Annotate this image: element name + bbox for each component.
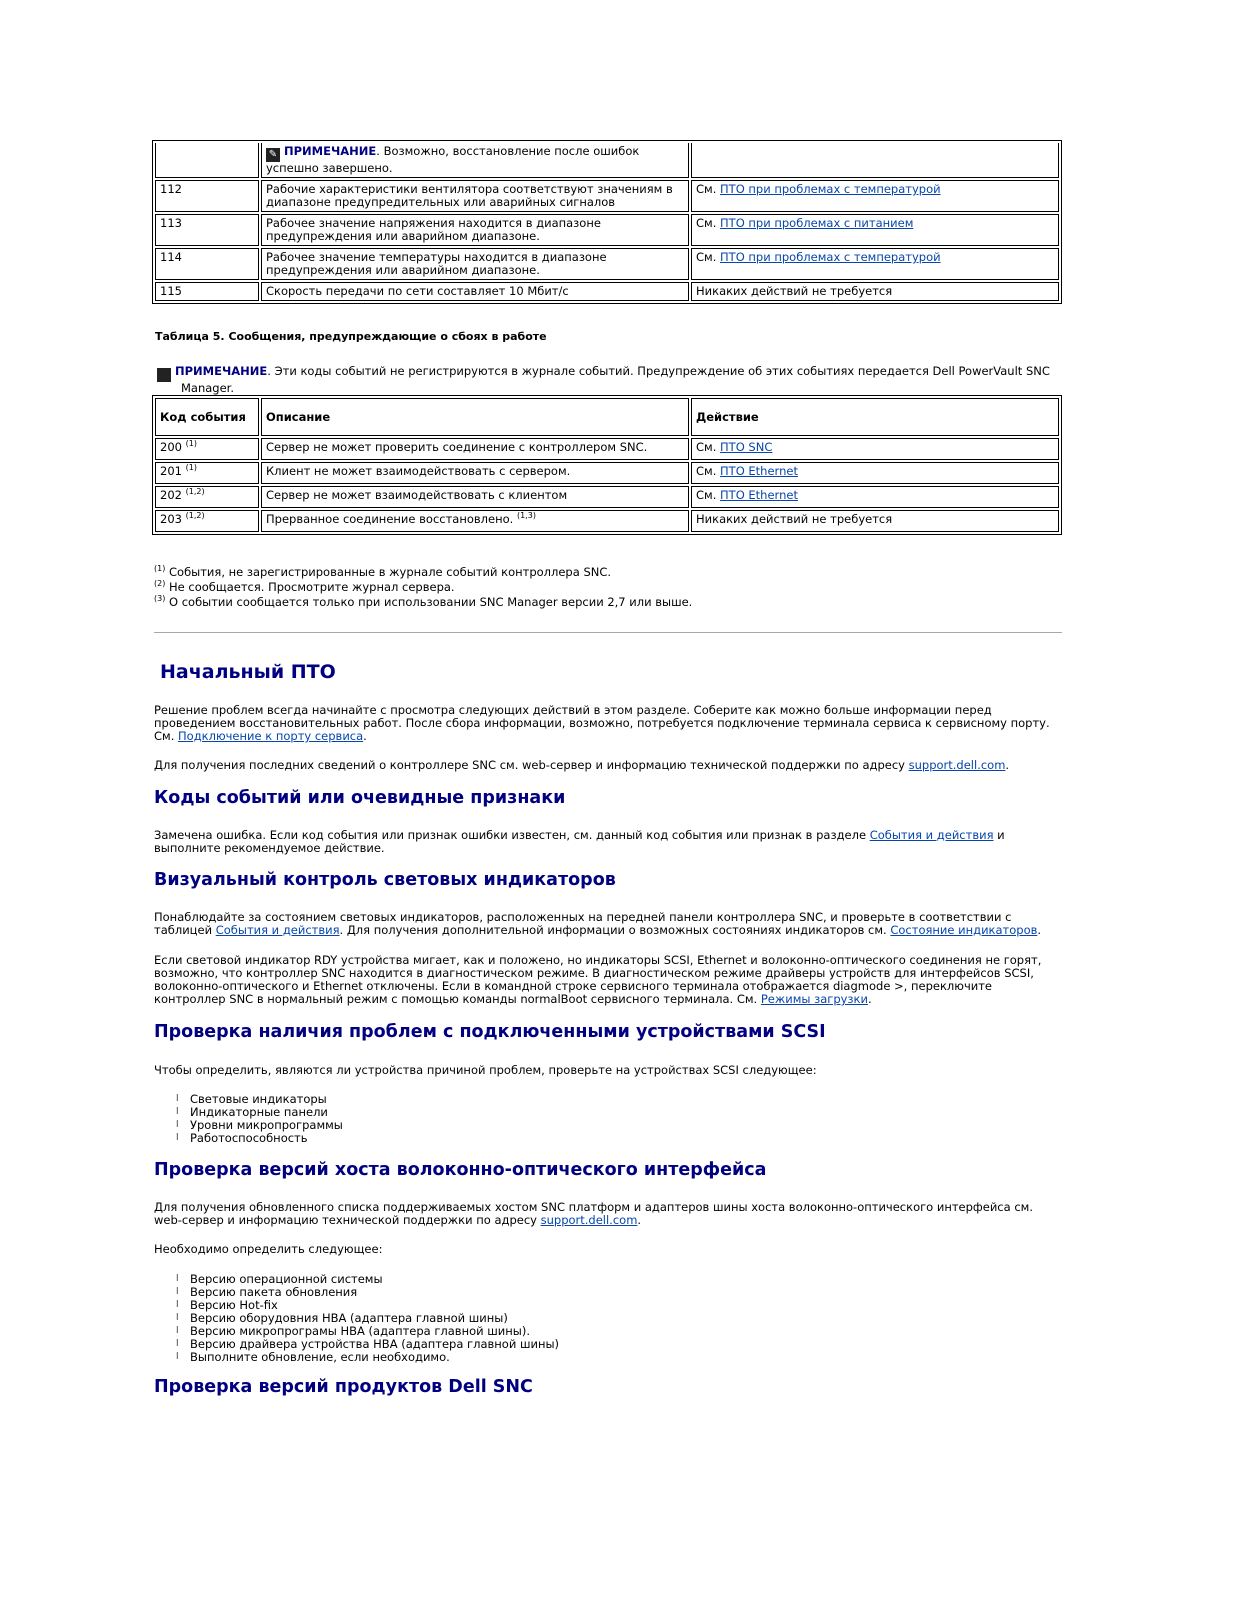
table-row: 113 Рабочее значение напряжения находится в диапазоне предупреждения или аварийном диапазоне. См. ПТО при проблемах с питанием	[155, 214, 1059, 246]
table-row: 203 $^{(1,2)}$ Прерванное соединение восстановлено. $^{(1,3)}$ Никаких действий не требуется	[155, 510, 1059, 532]
scsi-paragraph: Чтобы определить, являются ли устройства причиной проблем, проверьте на устройствах SCSI следующее:	[154, 1063, 817, 1077]
link-snc-troubleshoot[interactable]: ПТО SNC	[720, 440, 773, 454]
section-divider	[154, 632, 1062, 633]
section-title-scsi: Проверка наличия проблем с подключенными устройствами SCSI	[154, 1022, 826, 1042]
table-row: 115 Скорость передачи по сети составляет 10 Мбит/с Никаких действий не требуется	[155, 282, 1059, 301]
scsi-check-list	[154, 1093, 343, 1145]
col-header: Действие	[691, 398, 1059, 436]
table-note: ✎ ПРИМЕЧАНИЕ. Эти коды событий не регистрируются в журнале событий. Предупреждение об этих событиях передается Dell PowerVault SNC Manager.	[147, 364, 1050, 395]
list-item: l Версию драйвера устройства HBA (адаптера главной шины)	[154, 1338, 559, 1351]
list-item: l Уровни микропрограммы	[154, 1119, 343, 1132]
list-item: l Выполните обновление, если необходимо.	[154, 1351, 559, 1364]
footnote: $^{(3)}$ О событии сообщается только при использовании SNC Manager версии 2,7 или выше.	[154, 594, 693, 609]
table-row: 202 $^{(1,2)}$ Сервер не может взаимодействовать с клиентом См. ПТО Ethernet	[155, 486, 1059, 508]
list-item: l Версию операционной системы	[154, 1273, 559, 1286]
link-power-troubleshoot[interactable]: ПТО при проблемах с питанием	[720, 216, 914, 230]
initial-paragraph-2: Для получения последних сведений о контроллере SNC см. web-сервер и информацию технической поддержки по адресу support.dell.com.	[154, 758, 1010, 772]
footnote: $^{(2)}$ Не сообщается. Просмотрите журнал сервера.	[154, 579, 455, 594]
list-item: l Световые индикаторы	[154, 1093, 343, 1106]
link-service-port[interactable]: Подключение к порту сервиса	[178, 729, 364, 743]
link-events-actions[interactable]: События и действия	[215, 923, 340, 937]
table-row: 201 $^{(1)}$ Клиент не может взаимодействовать с сервером. См. ПТО Ethernet	[155, 462, 1059, 484]
warning-events-table	[152, 395, 1062, 535]
fc-check-list	[154, 1273, 559, 1364]
col-header: Описание	[261, 398, 689, 436]
footnotes	[154, 565, 692, 610]
table-caption: Таблица 5. Сообщения, предупреждающие о сбоях в работе	[155, 330, 547, 343]
table-row: 114 Рабочее значение температуры находится в диапазоне предупреждения или аварийном диапазоне. См. ПТО при проблемах с температурой	[155, 248, 1059, 280]
section-title-dell: Проверка версий продуктов Dell SNC	[154, 1377, 533, 1397]
visual-paragraph-2: Если световой индикатор RDY устройства мигает, как и положено, но индикаторы SCSI, Ethernet и волоконно-оптического соединения не горят, возможно, что контроллер SNC находится в диагностическом режиме. В диагностическом режиме драйверы устройств для интерфейсов SCSI, волоконно-оптического и Ethernet отключены. Если в командной строке сервисного терминала отображается diagmode >, переключите контроллер SNC в нормальный режим с помощью команды normalBoot сервисного терминала. См. Режимы загрузки.	[154, 953, 1042, 1006]
section-title-initial: Начальный ПТО	[160, 661, 336, 683]
link-ethernet-troubleshoot[interactable]: ПТО Ethernet	[720, 488, 798, 502]
link-temp-troubleshoot[interactable]: ПТО при проблемах с температурой	[720, 182, 941, 196]
link-ethernet-troubleshoot[interactable]: ПТО Ethernet	[720, 464, 798, 478]
visual-paragraph-1: Понаблюдайте за состоянием световых индикаторов, расположенных на передней панели контроллера SNC, и проверьте в соответствии с таблицей События и действия. Для получения дополнительной информации о возможных состояниях индикаторов см. Состояние индикаторов.	[154, 910, 1042, 937]
fc-paragraph-2: Необходимо определить следующее:	[154, 1242, 383, 1256]
footnote: $^{(1)}$ События, не зарегистрированные в журнале событий контроллера SNC.	[154, 564, 612, 579]
section-title-fc: Проверка версий хоста волоконно-оптического интерфейса	[154, 1160, 767, 1180]
note-icon: ✎	[266, 148, 280, 162]
link-boot-modes[interactable]: Режимы загрузки	[760, 992, 868, 1006]
table-row: 200 $^{(1)}$ Сервер не может проверить соединение с контроллером SNC. См. ПТО SNC	[155, 438, 1059, 460]
section-title-codes: Коды событий или очевидные признаки	[154, 788, 566, 808]
link-indicator-status[interactable]: Состояние индикаторов	[890, 923, 1038, 937]
list-item: l Индикаторные панели	[154, 1106, 343, 1119]
link-temp-troubleshoot[interactable]: ПТО при проблемах с температурой	[720, 250, 941, 264]
link-support-dell[interactable]: support.dell.com	[908, 758, 1006, 772]
list-item: l Версию микропрограмы HBA (адаптера главной шины).	[154, 1325, 559, 1338]
note-icon: ✎	[157, 368, 171, 382]
initial-paragraph-1: Решение проблем всегда начинайте с просмотра следующих действий в этом разделе. Соберите как можно больше информации перед проведением восстановительных работ. После сбора информации, возможно, потребуется подключение терминала сервиса к сервисному порту. См. Подключение к порту сервиса.	[154, 703, 1050, 743]
link-events-actions[interactable]: События и действия	[869, 828, 994, 842]
link-support-dell[interactable]: support.dell.com	[540, 1213, 638, 1227]
table-row: 112 Рабочие характеристики вентилятора соответствуют значениям в диапазоне предупредительных или аварийных сигналов См. ПТО при проблемах с температурой	[155, 180, 1059, 212]
table-header-row	[155, 398, 1059, 436]
list-item: l Версию пакета обновления	[154, 1286, 559, 1299]
codes-paragraph: Замечена ошибка. Если код события или признак ошибки известен, см. данный код события или признак в разделе События и действия и выполните рекомендуемое действие.	[154, 828, 1005, 855]
section-title-visual: Визуальный контроль световых индикаторов	[154, 870, 616, 890]
list-item: l Работоспособность	[154, 1132, 343, 1145]
table-row: ✎ ПРИМЕЧАНИЕ. Возможно, восстановление после ошибок успешно завершено.	[155, 143, 1059, 178]
col-header: Код события	[155, 398, 259, 436]
events-table-continued	[152, 140, 1062, 304]
list-item: l Версию оборудовния HBA (адаптера главной шины)	[154, 1312, 559, 1325]
fc-paragraph-1: Для получения обновленного списка поддерживаемых хостом SNC платформ и адаптеров шины хоста волоконно-оптического интерфейса см. web-сервер и информацию технической поддержки по адресу support.dell.com.	[154, 1200, 1033, 1227]
list-item: l Версию Hot-fix	[154, 1299, 559, 1312]
